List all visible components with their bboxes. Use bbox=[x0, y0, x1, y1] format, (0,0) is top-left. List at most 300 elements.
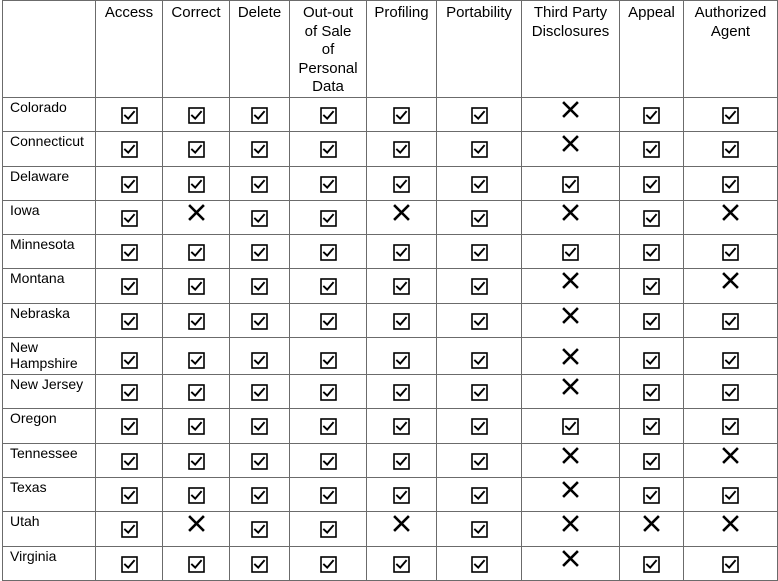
checkbox-checked-icon bbox=[320, 313, 337, 330]
x-mark-icon bbox=[562, 348, 579, 365]
table-row bbox=[3, 546, 778, 580]
x-mark-icon bbox=[722, 204, 739, 221]
checkbox-checked-icon bbox=[393, 141, 410, 158]
x-mark-icon bbox=[562, 550, 579, 567]
cell-third-party-disclosures bbox=[522, 443, 620, 477]
cell-authorized-agent bbox=[684, 512, 778, 546]
checkbox-checked-icon bbox=[121, 141, 138, 158]
header-out-out-line-5: Data bbox=[312, 78, 344, 95]
cell-profiling bbox=[367, 512, 437, 546]
x-mark-icon bbox=[562, 135, 579, 152]
cell-authorized-agent bbox=[684, 546, 778, 580]
checkbox-checked-icon bbox=[722, 418, 739, 435]
checkbox-checked-icon bbox=[393, 556, 410, 573]
cell-third-party-disclosures bbox=[522, 512, 620, 546]
cell-delete bbox=[230, 338, 290, 375]
checkbox-checked-icon bbox=[393, 453, 410, 470]
checkbox-checked-icon bbox=[643, 176, 660, 193]
cell-third-party-disclosures bbox=[522, 303, 620, 337]
header-correct: Correct bbox=[163, 1, 230, 98]
checkbox-checked-icon bbox=[121, 244, 138, 261]
cell-correct bbox=[163, 443, 230, 477]
checkbox-checked-icon bbox=[188, 556, 205, 573]
checkbox-checked-icon bbox=[251, 384, 268, 401]
checkbox-checked-icon bbox=[722, 107, 739, 124]
header-profiling: Profiling bbox=[367, 1, 437, 98]
cell-portability bbox=[437, 166, 522, 200]
checkbox-checked-icon bbox=[251, 352, 268, 369]
cell-out-out-of-sale-of-personal-data bbox=[290, 166, 367, 200]
cell-out-out-of-sale-of-personal-data bbox=[290, 477, 367, 511]
cell-portability bbox=[437, 409, 522, 443]
cell-out-out-of-sale-of-personal-data bbox=[290, 269, 367, 303]
cell-portability bbox=[437, 443, 522, 477]
cell-third-party-disclosures bbox=[522, 338, 620, 375]
cell-authorized-agent bbox=[684, 338, 778, 375]
cell-access bbox=[96, 512, 163, 546]
cell-delete bbox=[230, 443, 290, 477]
header-authorized-agent-line-1: Authorized bbox=[694, 4, 767, 21]
checkbox-checked-icon bbox=[643, 210, 660, 227]
checkbox-checked-icon bbox=[121, 521, 138, 538]
checkbox-checked-icon bbox=[722, 556, 739, 573]
cell-profiling bbox=[367, 269, 437, 303]
cell-out-out-of-sale-of-personal-data bbox=[290, 200, 367, 234]
checkbox-checked-icon bbox=[643, 384, 660, 401]
checkbox-checked-icon bbox=[121, 453, 138, 470]
checkbox-checked-icon bbox=[471, 384, 488, 401]
checkbox-checked-icon bbox=[121, 384, 138, 401]
cell-appeal bbox=[620, 477, 684, 511]
checkbox-checked-icon bbox=[471, 487, 488, 504]
cell-delete bbox=[230, 269, 290, 303]
header-out-out-line-2: of Sale bbox=[304, 22, 352, 40]
header-row bbox=[3, 1, 778, 98]
state-name: Connecticut bbox=[3, 132, 96, 166]
table-row bbox=[3, 132, 778, 166]
cell-delete bbox=[230, 166, 290, 200]
cell-out-out-of-sale-of-personal-data bbox=[290, 338, 367, 375]
cell-out-out-of-sale-of-personal-data bbox=[290, 443, 367, 477]
cell-profiling bbox=[367, 409, 437, 443]
cell-profiling bbox=[367, 200, 437, 234]
checkbox-checked-icon bbox=[121, 352, 138, 369]
checkbox-checked-icon bbox=[320, 176, 337, 193]
checkbox-checked-icon bbox=[562, 244, 579, 261]
cell-correct bbox=[163, 98, 230, 132]
checkbox-checked-icon bbox=[320, 352, 337, 369]
checkbox-checked-icon bbox=[722, 176, 739, 193]
cell-profiling bbox=[367, 338, 437, 375]
cell-portability bbox=[437, 375, 522, 409]
checkbox-checked-icon bbox=[188, 141, 205, 158]
header-out-out-line-1: Out-out bbox=[302, 4, 354, 21]
header-access: Access bbox=[96, 1, 163, 98]
table-row bbox=[3, 303, 778, 337]
checkbox-checked-icon bbox=[471, 556, 488, 573]
cell-third-party-disclosures bbox=[522, 166, 620, 200]
cell-access bbox=[96, 375, 163, 409]
state-name-line: Hampshire bbox=[10, 355, 78, 372]
cell-portability bbox=[437, 235, 522, 269]
state-name: Nebraska bbox=[3, 303, 96, 337]
header-out-out-of-sale bbox=[290, 1, 367, 98]
checkbox-checked-icon bbox=[320, 453, 337, 470]
state-name: New Jersey bbox=[3, 375, 96, 409]
cell-appeal bbox=[620, 375, 684, 409]
checkbox-checked-icon bbox=[251, 107, 268, 124]
x-mark-icon bbox=[562, 481, 579, 498]
checkbox-checked-icon bbox=[320, 278, 337, 295]
cell-access bbox=[96, 303, 163, 337]
checkbox-checked-icon bbox=[471, 313, 488, 330]
checkbox-checked-icon bbox=[393, 418, 410, 435]
checkbox-checked-icon bbox=[471, 244, 488, 261]
checkbox-checked-icon bbox=[722, 487, 739, 504]
checkbox-checked-icon bbox=[643, 453, 660, 470]
checkbox-checked-icon bbox=[320, 107, 337, 124]
cell-correct bbox=[163, 303, 230, 337]
cell-out-out-of-sale-of-personal-data bbox=[290, 409, 367, 443]
cell-delete bbox=[230, 409, 290, 443]
cell-authorized-agent bbox=[684, 409, 778, 443]
cell-correct bbox=[163, 235, 230, 269]
cell-out-out-of-sale-of-personal-data bbox=[290, 132, 367, 166]
checkbox-checked-icon bbox=[722, 141, 739, 158]
state-name: Utah bbox=[3, 512, 96, 546]
checkbox-checked-icon bbox=[393, 278, 410, 295]
cell-profiling bbox=[367, 477, 437, 511]
cell-correct bbox=[163, 338, 230, 375]
checkbox-checked-icon bbox=[121, 418, 138, 435]
checkbox-checked-icon bbox=[393, 487, 410, 504]
cell-portability bbox=[437, 98, 522, 132]
cell-delete bbox=[230, 512, 290, 546]
cell-authorized-agent bbox=[684, 132, 778, 166]
checkbox-checked-icon bbox=[643, 278, 660, 295]
checkbox-checked-icon bbox=[471, 278, 488, 295]
checkbox-checked-icon bbox=[562, 418, 579, 435]
checkbox-checked-icon bbox=[251, 141, 268, 158]
cell-delete bbox=[230, 235, 290, 269]
x-mark-icon bbox=[393, 515, 410, 532]
table-row bbox=[3, 375, 778, 409]
cell-appeal bbox=[620, 166, 684, 200]
checkbox-checked-icon bbox=[393, 176, 410, 193]
cell-out-out-of-sale-of-personal-data bbox=[290, 375, 367, 409]
cell-correct bbox=[163, 132, 230, 166]
cell-profiling bbox=[367, 132, 437, 166]
checkbox-checked-icon bbox=[121, 313, 138, 330]
cell-delete bbox=[230, 303, 290, 337]
cell-authorized-agent bbox=[684, 98, 778, 132]
cell-access bbox=[96, 132, 163, 166]
checkbox-checked-icon bbox=[121, 176, 138, 193]
x-mark-icon bbox=[562, 447, 579, 464]
x-mark-icon bbox=[562, 515, 579, 532]
checkbox-checked-icon bbox=[643, 313, 660, 330]
table-row bbox=[3, 338, 778, 375]
cell-access bbox=[96, 443, 163, 477]
checkbox-checked-icon bbox=[393, 352, 410, 369]
checkbox-checked-icon bbox=[722, 384, 739, 401]
checkbox-checked-icon bbox=[121, 107, 138, 124]
checkbox-checked-icon bbox=[320, 556, 337, 573]
x-mark-icon bbox=[562, 378, 579, 395]
cell-access bbox=[96, 200, 163, 234]
cell-profiling bbox=[367, 166, 437, 200]
checkbox-checked-icon bbox=[251, 210, 268, 227]
cell-correct bbox=[163, 477, 230, 511]
checkbox-checked-icon bbox=[320, 521, 337, 538]
checkbox-checked-icon bbox=[251, 176, 268, 193]
cell-out-out-of-sale-of-personal-data bbox=[290, 235, 367, 269]
checkbox-checked-icon bbox=[320, 384, 337, 401]
cell-out-out-of-sale-of-personal-data bbox=[290, 546, 367, 580]
checkbox-checked-icon bbox=[643, 352, 660, 369]
cell-access bbox=[96, 166, 163, 200]
checkbox-checked-icon bbox=[188, 384, 205, 401]
x-mark-icon bbox=[562, 101, 579, 118]
table-row bbox=[3, 269, 778, 303]
cell-access bbox=[96, 338, 163, 375]
state-name: Tennessee bbox=[3, 443, 96, 477]
x-mark-icon bbox=[188, 515, 205, 532]
checkbox-checked-icon bbox=[320, 487, 337, 504]
cell-delete bbox=[230, 132, 290, 166]
cell-appeal bbox=[620, 98, 684, 132]
cell-correct bbox=[163, 200, 230, 234]
cell-delete bbox=[230, 98, 290, 132]
cell-third-party-disclosures bbox=[522, 409, 620, 443]
cell-third-party-disclosures bbox=[522, 98, 620, 132]
x-mark-icon bbox=[562, 307, 579, 324]
cell-appeal bbox=[620, 303, 684, 337]
checkbox-checked-icon bbox=[251, 487, 268, 504]
header-appeal: Appeal bbox=[620, 1, 684, 98]
cell-authorized-agent bbox=[684, 375, 778, 409]
cell-third-party-disclosures bbox=[522, 200, 620, 234]
table-row bbox=[3, 166, 778, 200]
checkbox-checked-icon bbox=[188, 453, 205, 470]
checkbox-checked-icon bbox=[251, 244, 268, 261]
cell-appeal bbox=[620, 200, 684, 234]
checkbox-checked-icon bbox=[251, 418, 268, 435]
cell-correct bbox=[163, 512, 230, 546]
cell-portability bbox=[437, 477, 522, 511]
checkbox-checked-icon bbox=[643, 418, 660, 435]
header-portability: Portability bbox=[437, 1, 522, 98]
cell-profiling bbox=[367, 443, 437, 477]
x-mark-icon bbox=[643, 515, 660, 532]
cell-out-out-of-sale-of-personal-data bbox=[290, 512, 367, 546]
cell-profiling bbox=[367, 546, 437, 580]
x-mark-icon bbox=[188, 204, 205, 221]
cell-third-party-disclosures bbox=[522, 132, 620, 166]
checkbox-checked-icon bbox=[643, 556, 660, 573]
checkbox-checked-icon bbox=[121, 556, 138, 573]
cell-portability bbox=[437, 132, 522, 166]
cell-portability bbox=[437, 303, 522, 337]
header-out-out-line-3: of bbox=[321, 41, 335, 58]
checkbox-checked-icon bbox=[188, 107, 205, 124]
cell-out-out-of-sale-of-personal-data bbox=[290, 98, 367, 132]
table-row bbox=[3, 200, 778, 234]
checkbox-checked-icon bbox=[188, 313, 205, 330]
table-row bbox=[3, 409, 778, 443]
cell-third-party-disclosures bbox=[522, 235, 620, 269]
cell-appeal bbox=[620, 338, 684, 375]
checkbox-checked-icon bbox=[393, 384, 410, 401]
checkbox-checked-icon bbox=[188, 352, 205, 369]
cell-appeal bbox=[620, 409, 684, 443]
x-mark-icon bbox=[722, 272, 739, 289]
cell-access bbox=[96, 477, 163, 511]
cell-portability bbox=[437, 269, 522, 303]
cell-third-party-disclosures bbox=[522, 477, 620, 511]
checkbox-checked-icon bbox=[121, 210, 138, 227]
cell-appeal bbox=[620, 512, 684, 546]
checkbox-checked-icon bbox=[188, 244, 205, 261]
checkbox-checked-icon bbox=[722, 244, 739, 261]
cell-delete bbox=[230, 477, 290, 511]
state-name: Minnesota bbox=[3, 235, 96, 269]
checkbox-checked-icon bbox=[471, 176, 488, 193]
checkbox-checked-icon bbox=[722, 313, 739, 330]
header-corner bbox=[3, 1, 96, 98]
checkbox-checked-icon bbox=[188, 487, 205, 504]
table-row bbox=[3, 235, 778, 269]
checkbox-checked-icon bbox=[121, 278, 138, 295]
checkbox-checked-icon bbox=[471, 352, 488, 369]
cell-profiling bbox=[367, 235, 437, 269]
state-name: Colorado bbox=[3, 98, 96, 132]
checkbox-checked-icon bbox=[643, 487, 660, 504]
checkbox-checked-icon bbox=[643, 244, 660, 261]
checkbox-checked-icon bbox=[562, 176, 579, 193]
header-authorized-agent bbox=[684, 1, 778, 98]
cell-profiling bbox=[367, 303, 437, 337]
cell-authorized-agent bbox=[684, 269, 778, 303]
checkbox-checked-icon bbox=[320, 210, 337, 227]
x-mark-icon bbox=[562, 204, 579, 221]
cell-access bbox=[96, 269, 163, 303]
checkbox-checked-icon bbox=[320, 141, 337, 158]
cell-third-party-disclosures bbox=[522, 375, 620, 409]
cell-delete bbox=[230, 546, 290, 580]
table-row bbox=[3, 477, 778, 511]
checkbox-checked-icon bbox=[471, 107, 488, 124]
table-row bbox=[3, 98, 778, 132]
checkbox-checked-icon bbox=[643, 107, 660, 124]
cell-appeal bbox=[620, 235, 684, 269]
cell-authorized-agent bbox=[684, 443, 778, 477]
checkbox-checked-icon bbox=[393, 107, 410, 124]
checkbox-checked-icon bbox=[188, 176, 205, 193]
cell-profiling bbox=[367, 98, 437, 132]
header-third-party-line-1: Third Party bbox=[533, 4, 608, 21]
checkbox-checked-icon bbox=[320, 244, 337, 261]
cell-delete bbox=[230, 200, 290, 234]
cell-profiling bbox=[367, 375, 437, 409]
cell-authorized-agent bbox=[684, 235, 778, 269]
state-name-line: New bbox=[10, 339, 39, 356]
cell-authorized-agent bbox=[684, 166, 778, 200]
table-row bbox=[3, 512, 778, 546]
checkbox-checked-icon bbox=[320, 418, 337, 435]
cell-access bbox=[96, 409, 163, 443]
header-authorized-agent-line-2: Agent bbox=[710, 22, 751, 40]
checkbox-checked-icon bbox=[251, 453, 268, 470]
cell-third-party-disclosures bbox=[522, 546, 620, 580]
cell-access bbox=[96, 98, 163, 132]
x-mark-icon bbox=[722, 447, 739, 464]
cell-out-out-of-sale-of-personal-data bbox=[290, 303, 367, 337]
checkbox-checked-icon bbox=[251, 556, 268, 573]
cell-delete bbox=[230, 375, 290, 409]
cell-portability bbox=[437, 546, 522, 580]
table-row bbox=[3, 443, 778, 477]
cell-portability bbox=[437, 512, 522, 546]
cell-portability bbox=[437, 200, 522, 234]
x-mark-icon bbox=[562, 272, 579, 289]
cell-portability bbox=[437, 338, 522, 375]
cell-authorized-agent bbox=[684, 303, 778, 337]
header-delete: Delete bbox=[230, 1, 290, 98]
state-name: Delaware bbox=[3, 166, 96, 200]
checkbox-checked-icon bbox=[393, 244, 410, 261]
table-body bbox=[3, 98, 778, 581]
checkbox-checked-icon bbox=[643, 141, 660, 158]
checkbox-checked-icon bbox=[471, 141, 488, 158]
cell-appeal bbox=[620, 269, 684, 303]
state-name: Montana bbox=[3, 269, 96, 303]
cell-third-party-disclosures bbox=[522, 269, 620, 303]
checkbox-checked-icon bbox=[471, 521, 488, 538]
cell-authorized-agent bbox=[684, 200, 778, 234]
x-mark-icon bbox=[722, 515, 739, 532]
cell-correct bbox=[163, 269, 230, 303]
x-mark-icon bbox=[393, 204, 410, 221]
state-name: Virginia bbox=[3, 546, 96, 580]
checkbox-checked-icon bbox=[471, 210, 488, 227]
cell-appeal bbox=[620, 443, 684, 477]
checkbox-checked-icon bbox=[251, 521, 268, 538]
cell-correct bbox=[163, 409, 230, 443]
cell-correct bbox=[163, 546, 230, 580]
cell-authorized-agent bbox=[684, 477, 778, 511]
checkbox-checked-icon bbox=[251, 278, 268, 295]
checkbox-checked-icon bbox=[471, 453, 488, 470]
cell-appeal bbox=[620, 546, 684, 580]
header-third-party-line-2: Disclosures bbox=[531, 22, 610, 40]
cell-access bbox=[96, 546, 163, 580]
checkbox-checked-icon bbox=[471, 418, 488, 435]
cell-access bbox=[96, 235, 163, 269]
state-name: Oregon bbox=[3, 409, 96, 443]
state-name: Iowa bbox=[3, 200, 96, 234]
checkbox-checked-icon bbox=[188, 278, 205, 295]
privacy-rights-table bbox=[2, 0, 778, 581]
checkbox-checked-icon bbox=[393, 313, 410, 330]
checkbox-checked-icon bbox=[251, 313, 268, 330]
state-name: Texas bbox=[3, 477, 96, 511]
header-out-out-line-4: Personal bbox=[298, 59, 358, 77]
header-third-party-disclosures bbox=[522, 1, 620, 98]
checkbox-checked-icon bbox=[121, 487, 138, 504]
state-name bbox=[3, 338, 96, 375]
cell-correct bbox=[163, 166, 230, 200]
